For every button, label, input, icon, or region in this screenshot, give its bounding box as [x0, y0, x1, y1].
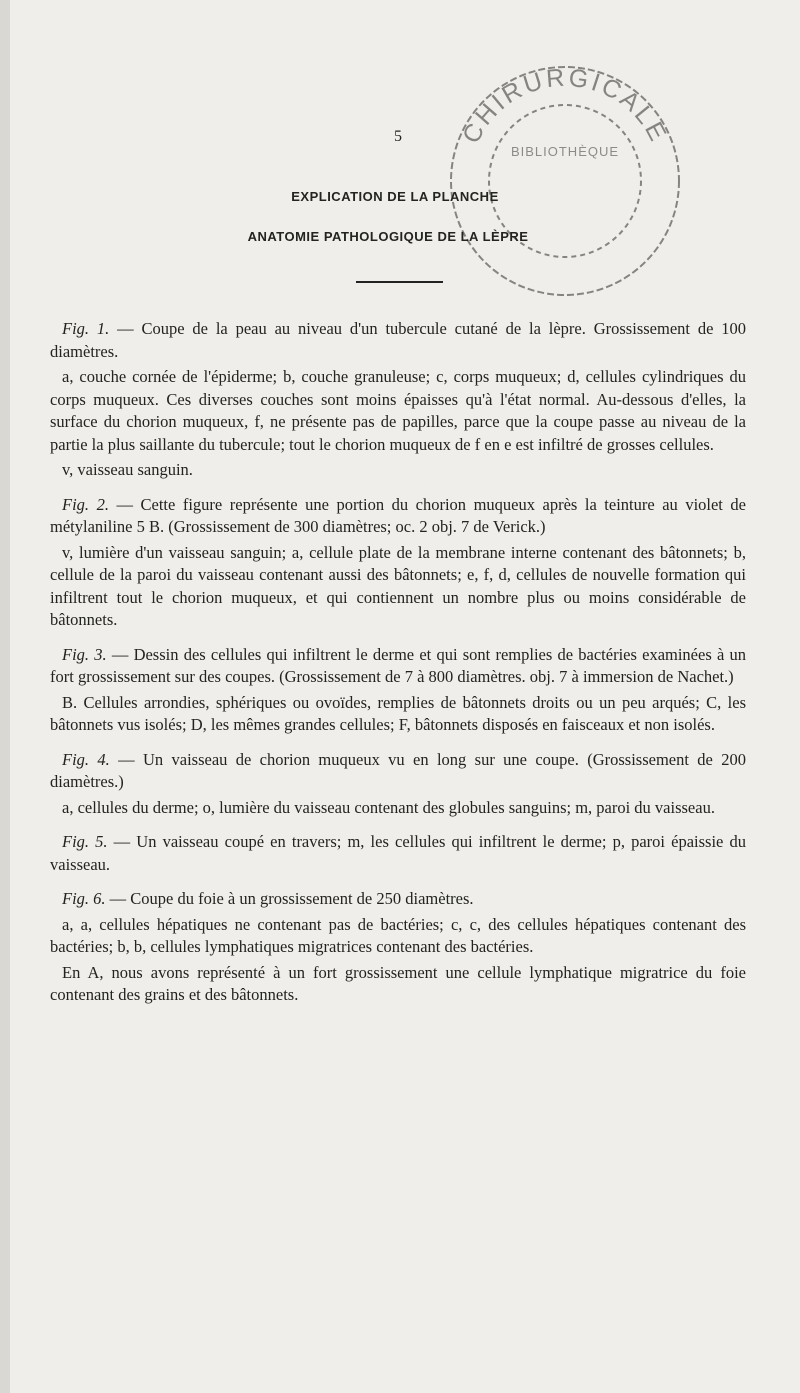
heading-anatomie: ANATOMIE PATHOLOGIQUE DE LA LÈPRE: [247, 229, 529, 244]
stamp-center-text: BIBLIOTHÈQUE: [510, 144, 620, 159]
figure-caption: [50, 494, 746, 539]
figure-captions: [50, 318, 746, 1007]
stamp-top-text: CHIRURGICALE: [457, 63, 673, 149]
figure-caption: [50, 749, 746, 794]
figure-caption-text: — Dessin des cellules qui infiltrent le derme et qui sont remplies de bactéries examinées à un fort grossissement sur des coupes. (Grossissement de 7 à 800 diamètres. obj. 7 à immersion de Nachet.): [50, 644, 746, 686]
figure-detail: En A, nous avons représenté à un fort grossissement une cellule lymphatique migratrice du foie contenant des grains et des bâtonnets.: [50, 962, 746, 1004]
figure-caption-text: — Coupe du foie à un grossissement de 250 diamètres.: [105, 889, 474, 908]
figure-detail: B. Cellules arrondies, sphériques ou ovoïdes, remplies de bâtonnets droits ou un peu arqués; C, les bâtonnets vus isolés; D, les mêmes grandes cellules; F, bâtonnets disposés en faisceaux et non isolés.: [50, 692, 746, 734]
figure-detail: v, lumière d'un vaisseau sanguin; a, cellule plate de la membrane interne contenant des bâtonnets; b, cellule de la paroi du vaisseau contenant aussi des bâtonnets; e, f, d, cellules de nouvelle formation qui infiltrent tout le chorion muqueux, et qui contiennent un nombre plus ou moins considérable de bâtonnets.: [50, 542, 746, 629]
figure-caption-text: — Un vaisseau de chorion muqueux vu en long sur une coupe. (Grossissement de 200 diamètres.): [50, 749, 746, 791]
figure-caption: [50, 831, 746, 876]
page-number: 5: [394, 128, 402, 145]
figure-label: Fig. 1.: [62, 319, 110, 338]
figure-detail: v, vaisseau sanguin.: [62, 460, 193, 479]
figure-label: Fig. 2.: [62, 494, 109, 514]
figure-caption: [50, 644, 746, 689]
divider-rule: [356, 281, 443, 283]
figure-caption-text: — Coupe de la peau au niveau d'un tubercule cutané de la lèpre. Grossissement de 100 diamètres.: [50, 319, 747, 361]
book-page: [10, 0, 800, 1393]
figure-label: Fig. 3.: [62, 644, 107, 664]
figure-caption-text: — Un vaisseau coupé en travers; m, les cellules qui infiltrent le derme; p, paroi épaissie du vaisseau.: [50, 832, 746, 874]
figure-detail: a, a, cellules hépatiques ne contenant pas de bactéries; c, c, des cellules hépatiques contenant des bactéries; b, b, cellules lymphatiques migratrices contenant des bactéries.: [50, 914, 746, 956]
library-stamp: [442, 58, 688, 304]
figure-detail: a, cellules du derme; o, lumière du vaisseau contenant des globules sanguins; m, paroi du vaisseau.: [62, 797, 715, 817]
heading-explication: EXPLICATION DE LA PLANCHE: [291, 189, 499, 204]
figure-caption: [50, 888, 746, 911]
svg-text:CHIRURGICALE: [457, 64, 673, 148]
figure-caption: [50, 318, 746, 363]
figure-label: Fig. 4.: [62, 749, 110, 769]
figure-label: Fig. 5.: [62, 832, 108, 851]
figure-label: Fig. 6.: [62, 889, 106, 908]
figure-caption-text: — Cette figure représente une portion du chorion muqueux après la teinture au violet de métylaniline 5 B. (Grossissement de 300 diamètres; oc. 2 obj. 7 de Verick.): [50, 494, 746, 536]
figure-detail: a, couche cornée de l'épiderme; b, couche granuleuse; c, corps muqueux; d, cellules cylindriques du corps muqueux. Ces diverses couches sont moins épaisses qu'à l'état normal. Au-dessous d'elles, la surface du chorion muqueux, f, ne présente pas de papilles, parce que la coupe passe au niveau de la partie la plus saillante du tubercule; tout le chorion muqueux de f en e est infiltré de grosses cellules.: [50, 367, 746, 454]
